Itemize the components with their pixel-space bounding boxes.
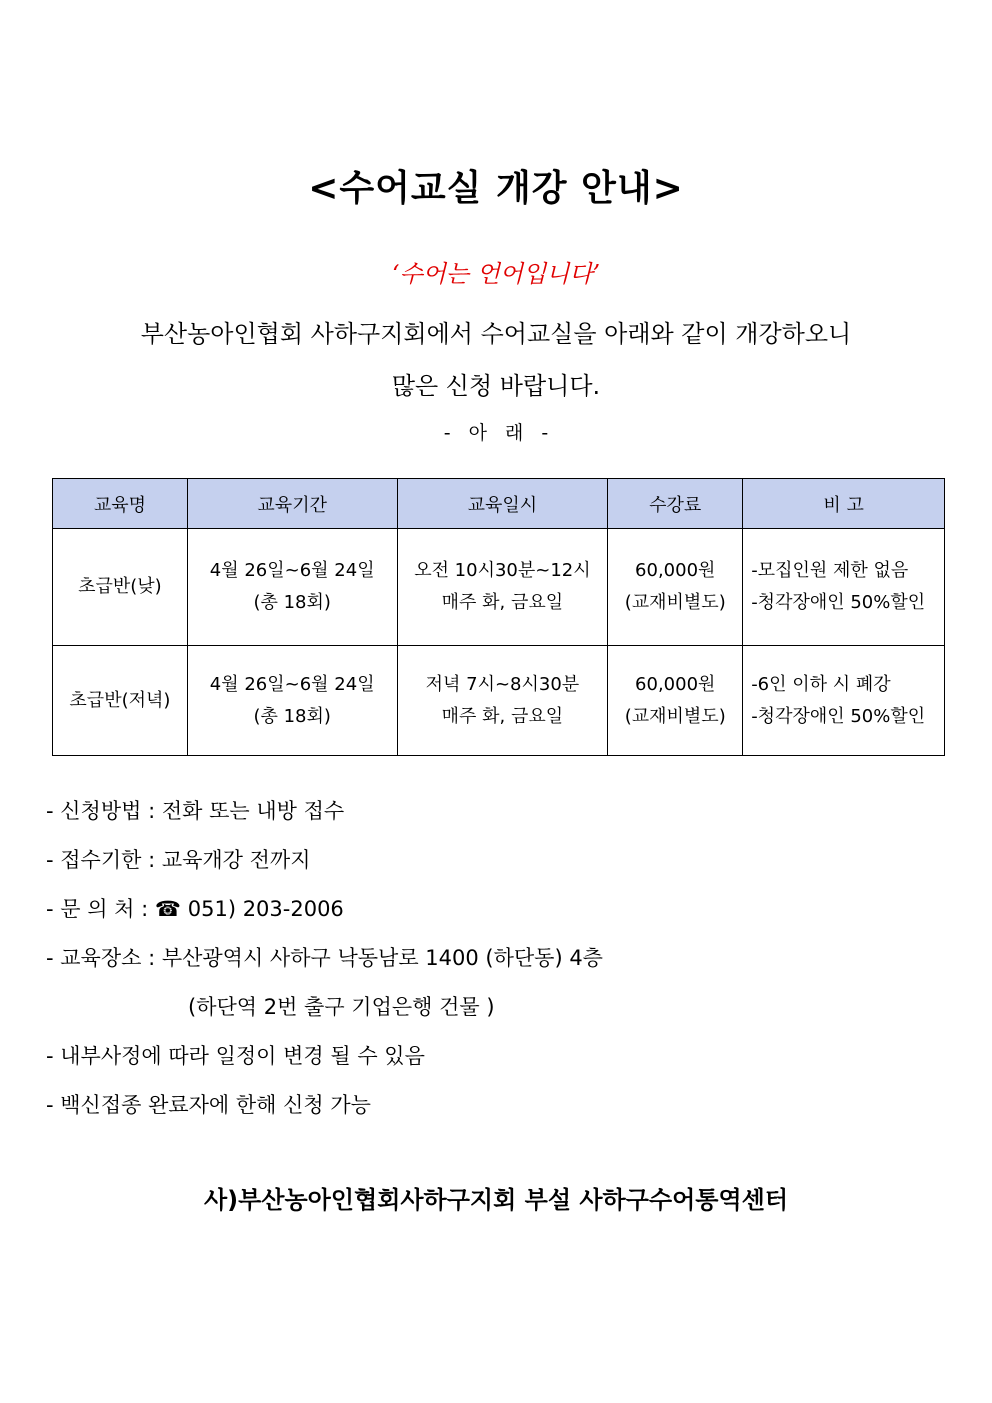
period-dates: 4월 26일~6월 24일 (209, 673, 375, 695)
contact-number: 051) 203-2006 (181, 897, 344, 921)
fee-amount: 60,000원 (635, 673, 716, 695)
course-period (187, 529, 397, 646)
header-course-name: 교육명 (53, 479, 188, 529)
page-title: <수어교실 개강 안내> (308, 168, 684, 209)
note-line-2: -청각장애인 50%할인 (751, 592, 926, 613)
slogan: ‘수어는 언어입니다’ (391, 260, 601, 288)
info-notice-vaccination: - 백신접종 완료자에 한해 신청 가능 (46, 1093, 371, 1117)
info-apply-method: - 신청방법 : 전화 또는 내방 접수 (46, 799, 345, 823)
schedule-days: 매주 화, 금요일 (441, 592, 564, 613)
period-dates: 4월 26일~6월 24일 (209, 560, 375, 581)
intro-line-1: 부산농아인협회 사하구지회에서 수어교실을 아래와 같이 개강하오니 (140, 320, 852, 348)
table-header-row (53, 479, 945, 529)
note-line-1: -모집인원 제한 없음 (751, 560, 909, 581)
contact-label: - 문 의 처 : (46, 897, 155, 921)
course-fee (608, 646, 743, 756)
note-line-2: -청각장애인 50%할인 (751, 705, 926, 727)
schedule-time: 오전 10시30분~12시 (414, 560, 591, 581)
info-contact (46, 893, 344, 923)
schedule-time: 저녁 7시~8시30분 (425, 673, 580, 695)
course-note (743, 529, 945, 646)
organization-footer: 사)부산농아인협회사하구지회 부설 사하구수어통역센터 (203, 1186, 789, 1214)
table-row (53, 529, 945, 646)
intro-line-2: 많은 신청 바랍니다. (391, 372, 601, 400)
header-schedule: 교육일시 (397, 479, 608, 529)
period-count: (총 18회) (253, 592, 331, 613)
fee-note: (교재비별도) (624, 592, 726, 613)
course-schedule (397, 529, 608, 646)
note-line-1: -6인 이하 시 폐강 (751, 673, 891, 695)
info-place: - 교육장소 : 부산광역시 사하구 낙동남로 1400 (하단동) 4층 (46, 946, 603, 970)
schedule-table (52, 478, 945, 756)
fee-amount: 60,000원 (635, 560, 716, 581)
header-fee: 수강료 (608, 479, 743, 529)
course-name: 초급반(저녁) (53, 646, 188, 756)
course-period (187, 646, 397, 756)
course-name: 초급반(낮) (53, 529, 188, 646)
schedule-days: 매주 화, 금요일 (441, 705, 564, 727)
course-fee (608, 529, 743, 646)
info-notice-schedule-change: - 내부사정에 따라 일정이 변경 될 수 있음 (46, 1044, 425, 1068)
info-deadline: - 접수기한 : 교육개강 전까지 (46, 848, 311, 872)
header-note: 비 고 (743, 479, 945, 529)
table-row (53, 646, 945, 756)
period-count: (총 18회) (253, 705, 331, 727)
fee-note: (교재비별도) (624, 705, 726, 727)
phone-icon: ☎ (154, 897, 182, 921)
course-schedule (397, 646, 608, 756)
header-period: 교육기간 (187, 479, 397, 529)
below-label: - 아 래 - (443, 422, 549, 444)
course-note (743, 646, 945, 756)
info-place-detail: (하단역 2번 출구 기업은행 건물 ) (188, 995, 495, 1019)
